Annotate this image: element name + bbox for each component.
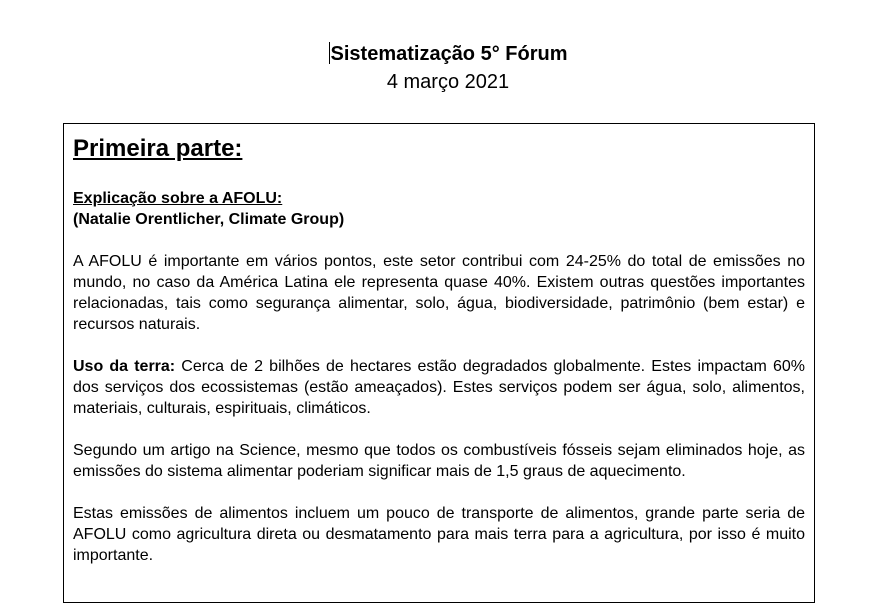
subheading-title[interactable]: Explicação sobre a AFOLU: bbox=[73, 190, 283, 207]
document-title-text[interactable]: Sistematização 5° Fórum bbox=[330, 43, 568, 65]
section-heading[interactable]: Primeira parte: bbox=[73, 135, 243, 162]
speaker-credit[interactable]: (Natalie Orentlicher, Climate Group) bbox=[73, 211, 345, 228]
land-use-label: Uso da terra: bbox=[73, 358, 176, 375]
subheading-block bbox=[73, 188, 805, 230]
content-box bbox=[63, 123, 815, 603]
document-date[interactable]: 4 março 2021 bbox=[386, 71, 510, 93]
paragraph-emissions[interactable]: Estas emissões de alimentos incluem um pouco de transporte de alimentos, grande parte seria de AFOLU como agricultura direta ou desmatamento para mais terra para a agricultura, por isso é muito importante. bbox=[73, 505, 805, 564]
paragraph-afolu[interactable]: A AFOLU é importante em vários pontos, este setor contribui com 24-25% do total de emissões no mundo, no caso da América Latina ele representa quase 40%. Existem outras questões importantes relacionadas, tais como segurança alimentar, solo, água, biodiversidade, patrimônio (bem estar) e recursos naturais. bbox=[73, 253, 805, 333]
text-cursor bbox=[329, 42, 330, 64]
land-use-text: Cerca de 2 bilhões de hectares estão degradados globalmente. Estes impactam 60% dos serviços dos ecossistemas (estão ameaçados). Estes serviços podem ser água, solo, alimentos, materiais, culturais, espirituais, climáticos. bbox=[73, 358, 806, 417]
paragraph-science[interactable]: Segundo um artigo na Science, mesmo que todos os combustíveis fósseis sejam eliminados hoje, as emissões do sistema alimentar poderiam significar mais de 1,5 graus de aquecimento. bbox=[73, 442, 805, 480]
paragraph-land-use[interactable] bbox=[73, 356, 805, 419]
document-title[interactable] bbox=[0, 40, 884, 68]
document-header bbox=[0, 40, 884, 96]
